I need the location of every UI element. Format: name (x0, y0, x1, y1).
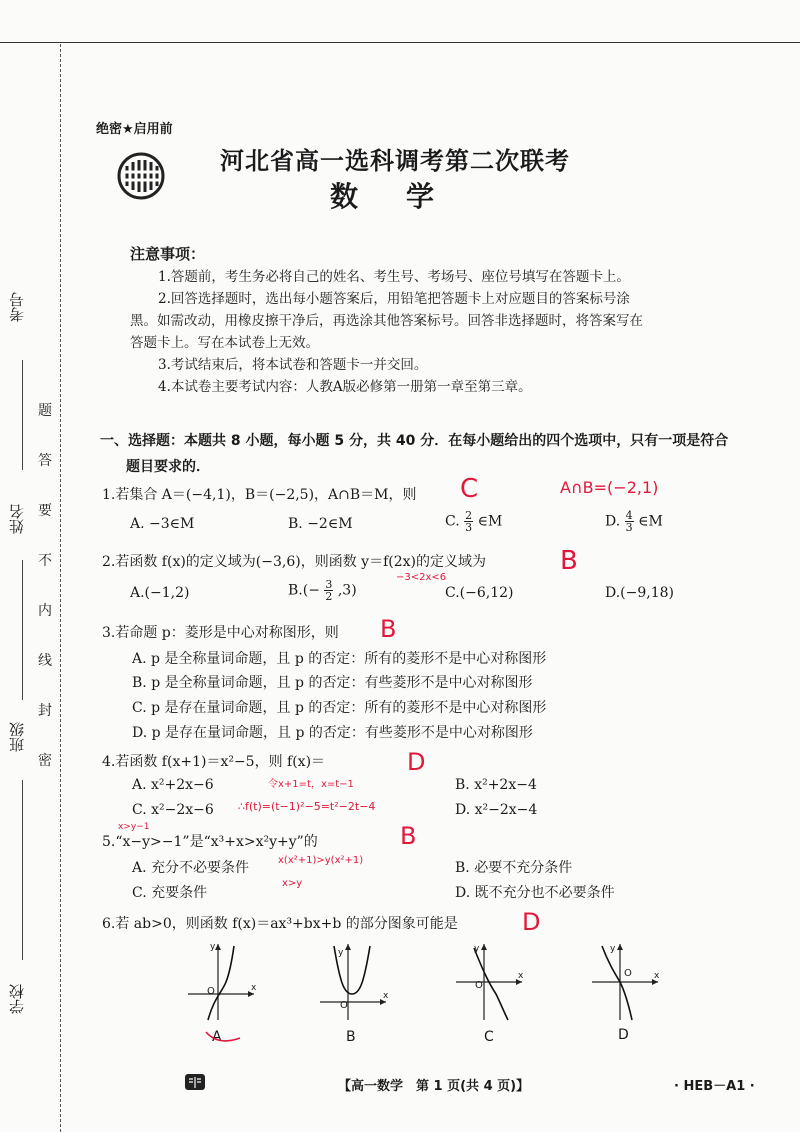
exam-title: 河北省高一选科调考第二次联考 (220, 147, 570, 175)
q1-option-c (445, 510, 502, 533)
q1-option-d (605, 510, 663, 533)
origin-label: O (207, 986, 215, 997)
handwritten-note-q5: x(x²+1)>y(x²+1) (278, 855, 364, 866)
notice-item: 1.答题前，考生务必将自己的姓名、考生号、考场号、座位号填写在答题卡上。 (158, 269, 630, 285)
graph-a (184, 942, 256, 1022)
handwritten-note-q5: x>y−1 (118, 822, 150, 832)
seal-char: 要 (38, 503, 52, 519)
handwritten-answer-q5: B (400, 822, 417, 850)
fraction (324, 579, 333, 602)
q1-option-a: A. −3∈M (130, 516, 195, 532)
handwritten-mark-icon (204, 1028, 244, 1048)
origin-label: O (624, 968, 632, 979)
q3-option-d: D. p 是存在量词命题，且 p 的否定：有些菱形不是中心对称图形 (132, 725, 533, 741)
q2-option-b (288, 579, 357, 602)
q5-option-d: D. 既不充分也不必要条件 (455, 885, 615, 901)
notice-item: 4.本试卷主要考试内容：人教A版必修第一册第一章至第三章。 (158, 379, 532, 395)
q3-option-c: C. p 是存在量词命题，且 p 的否定：所有的菱形不是中心对称图形 (132, 700, 547, 716)
question-5-stem: 5.“x−y>−1”是“x³+x>x²y+y”的 (102, 834, 318, 850)
section-heading-line: 题目要求的． (126, 459, 210, 475)
axis-y-label: y (210, 942, 216, 952)
handwritten-answer-q6: D (522, 908, 541, 936)
origin-label: O (475, 980, 483, 991)
graph-a-label: A (212, 1029, 222, 1045)
q3-option-a: A. p 是全称量词命题，且 p 的否定：所有的菱形不是中心对称图形 (132, 651, 547, 667)
top-border (0, 42, 800, 43)
fraction-numerator: 2 (465, 509, 473, 522)
q1-option-c-suffix: ∈M (477, 513, 503, 530)
q4-option-a: A. x²+2x−6 (132, 777, 214, 793)
handwritten-answer-q1: C (460, 474, 479, 504)
secret-label: 绝密★启用前 (96, 122, 173, 137)
footer-page-info: 【高一数学 第 1 页(共 4 页)】 (338, 1079, 530, 1094)
graph-b-label: B (346, 1029, 356, 1045)
notice-item: 2.回答选择题时，选出每小题答案后，用铅笔把答题卡上对应题目的答案标号涂 (158, 291, 630, 307)
section-heading-line: 一、选择题：本题共 8 小题，每小题 5 分，共 40 分．在每小题给出的四个选项中，只有一项是符合 (100, 433, 729, 449)
q2-option-a: A.(−1,2) (130, 585, 190, 601)
seal-char: 题 (38, 403, 52, 419)
notice-item: 黑。如需改动，用橡皮擦干净后，再选涂其他答案标号。回答非选择题时，将答案写在 (130, 313, 643, 329)
q5-option-a: A. 充分不必要条件 (132, 860, 250, 876)
handwritten-note-q4: 令x+1=t，x=t−1 (268, 779, 354, 790)
axis-x-label: x (518, 971, 524, 981)
footer-code: · HEB－A1 · (674, 1079, 755, 1094)
handwritten-note-q1: A∩B=(−2,1) (560, 478, 659, 497)
side-label-kaohao: 考号 (8, 292, 26, 322)
axis-x-label: x (251, 983, 257, 993)
seal-char: 封 (38, 703, 52, 719)
fraction-denominator: 3 (465, 521, 473, 534)
question-3-stem: 3.若命题 p：菱形是中心对称图形，则 (102, 625, 339, 641)
seal-char: 线 (38, 653, 52, 669)
side-label-banji: 班级 (8, 722, 26, 752)
curve (602, 946, 632, 1020)
fraction-denominator: 3 (625, 521, 633, 534)
q2-option-c: C.(−6,12) (445, 585, 514, 601)
exam-logo-icon (117, 152, 165, 200)
notice-item: 答题卡上。写在本试卷上无效。 (130, 335, 319, 351)
graph-c-label: C (484, 1029, 494, 1045)
axis-y-label: y (474, 944, 480, 954)
q2-option-b-suffix: ,3) (337, 582, 357, 599)
exam-subject: 数学 (330, 180, 483, 213)
side-fill-line (22, 780, 23, 960)
origin-label: O (340, 1000, 348, 1011)
seal-char: 密 (38, 753, 52, 769)
fraction-denominator: 2 (325, 590, 333, 603)
side-label-xuexiao: 学校 (8, 984, 26, 1014)
fraction (464, 510, 473, 533)
curve (208, 946, 234, 1020)
q5-option-b: B. 必要不充分条件 (455, 860, 573, 876)
question-4-stem: 4.若函数 f(x+1)＝x²−5，则 f(x)＝ (102, 754, 326, 770)
graph-c (452, 942, 524, 1022)
handwritten-answer-q3: B (380, 615, 397, 643)
handwritten-answer-q4: D (407, 748, 426, 776)
q1-option-d-suffix: ∈M (638, 513, 663, 530)
q1-option-d-prefix: D. (605, 513, 621, 530)
fraction-numerator: 3 (325, 578, 333, 591)
side-fill-line (22, 360, 23, 470)
q5-option-c: C. 充要条件 (132, 885, 208, 901)
question-6-stem: 6.若 ab>0，则函数 f(x)＝ax³+bx+b 的部分图象可能是 (102, 916, 458, 932)
axis-y-label: y (338, 948, 344, 958)
section-heading (100, 428, 750, 480)
axis-y-label: y (610, 944, 616, 954)
handwritten-note-q2: −3<2x<6 (396, 572, 447, 583)
notice-heading: 注意事项： (130, 245, 206, 263)
q1-option-b: B. −2∈M (288, 516, 353, 532)
seal-char: 不 (38, 553, 52, 569)
fraction (625, 510, 634, 533)
handwritten-answer-q2: B (560, 546, 578, 576)
handwritten-note-q4: ∴f(t)=(t−1)²−5=t²−2t−4 (238, 800, 376, 813)
seal-char: 内 (38, 603, 52, 619)
side-fill-line (22, 560, 23, 700)
fraction-numerator: 4 (625, 509, 633, 522)
q3-option-b: B. p 是全称量词命题，且 p 的否定：有些菱形不是中心对称图形 (132, 675, 533, 691)
graph-d-label: D (618, 1027, 629, 1043)
binding-dashed-line (60, 44, 61, 1132)
side-label-xingming: 姓名 (8, 504, 26, 534)
notice-item: 3.考试结束后，将本试卷和答题卡一并交回。 (158, 357, 428, 373)
q4-option-d: D. x²−2x−4 (455, 802, 538, 818)
q1-option-c-prefix: C. (445, 513, 460, 530)
q4-option-c: C. x²−2x−6 (132, 802, 214, 818)
book-icon (184, 1072, 206, 1092)
notice-body (130, 266, 720, 398)
question-1-stem: 1.若集合 A＝(−4,1)，B＝(−2,5)，A∩B＝M，则 (102, 487, 417, 503)
axis-x-label: x (383, 991, 389, 1001)
graph-b (316, 942, 388, 1022)
graph-d (588, 942, 660, 1022)
q2-option-d: D.(−9,18) (605, 585, 675, 601)
axis-x-label: x (654, 971, 660, 981)
q2-option-b-prefix: B.(− (288, 582, 320, 599)
q4-option-b: B. x²+2x−4 (455, 777, 537, 793)
question-2-stem: 2.若函数 f(x)的定义域为(−3,6)，则函数 y＝f(2x)的定义域为 (102, 554, 486, 570)
seal-char: 答 (38, 453, 52, 469)
handwritten-note-q5: x>y (282, 878, 303, 889)
